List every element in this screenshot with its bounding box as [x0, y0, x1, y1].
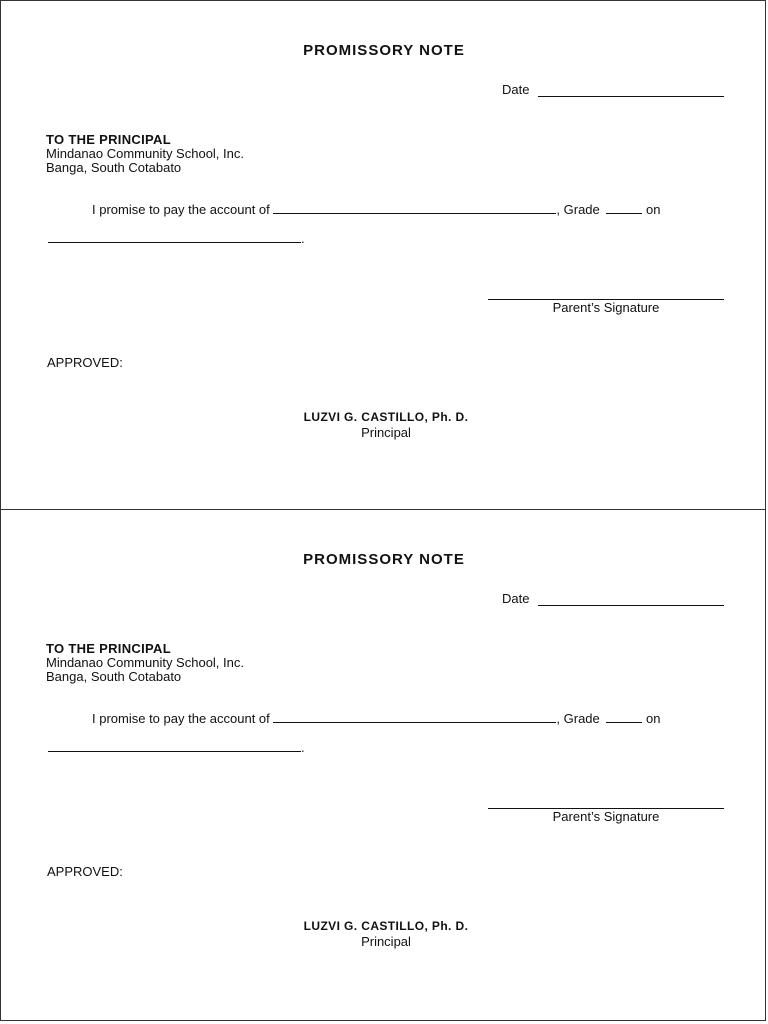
- grade-label: , Grade: [556, 202, 600, 217]
- payment-date-line: [48, 231, 305, 246]
- promissory-note-form: [0, 509, 766, 1021]
- principal-title: Principal: [361, 934, 411, 949]
- on-label: on: [646, 711, 661, 726]
- date-blank-line: [538, 605, 724, 606]
- form-title: PROMISSORY NOTE: [303, 42, 465, 59]
- date-blank-line: [538, 96, 724, 97]
- principal-name: LUZVI G. CASTILLO, Ph. D.: [303, 410, 469, 424]
- on-label: on: [646, 202, 661, 217]
- date-label: Date: [502, 82, 530, 97]
- signature-label: Parent’s Signature: [552, 809, 660, 824]
- principal-name: LUZVI G. CASTILLO, Ph. D.: [303, 919, 469, 933]
- period: .: [301, 231, 305, 246]
- payment-date-blank: [48, 740, 301, 752]
- signature-label: Parent’s Signature: [552, 300, 660, 315]
- promissory-note-form: [0, 0, 766, 510]
- period: .: [301, 740, 305, 755]
- grade-label: , Grade: [556, 711, 600, 726]
- approved-label: APPROVED:: [47, 355, 123, 370]
- payment-date-line: [48, 740, 305, 755]
- school-address: Banga, South Cotabato: [46, 160, 182, 175]
- school-name: Mindanao Community School, Inc.: [46, 655, 244, 670]
- school-address: Banga, South Cotabato: [46, 669, 182, 684]
- account-name-blank: [273, 202, 556, 214]
- payment-date-blank: [48, 231, 301, 243]
- school-name: Mindanao Community School, Inc.: [46, 146, 244, 161]
- recipient-heading: TO THE PRINCIPAL: [46, 132, 171, 147]
- grade-blank: [606, 711, 642, 723]
- date-label: Date: [502, 591, 530, 606]
- approved-label: APPROVED:: [47, 864, 123, 879]
- account-name-blank: [273, 711, 556, 723]
- recipient-heading: TO THE PRINCIPAL: [46, 641, 171, 656]
- promise-prefix: I promise to pay the account of: [92, 202, 270, 217]
- promise-statement: [92, 711, 660, 726]
- principal-title: Principal: [361, 425, 411, 440]
- grade-blank: [606, 202, 642, 214]
- form-title: PROMISSORY NOTE: [303, 551, 465, 568]
- promise-statement: [92, 202, 660, 217]
- promise-prefix: I promise to pay the account of: [92, 711, 270, 726]
